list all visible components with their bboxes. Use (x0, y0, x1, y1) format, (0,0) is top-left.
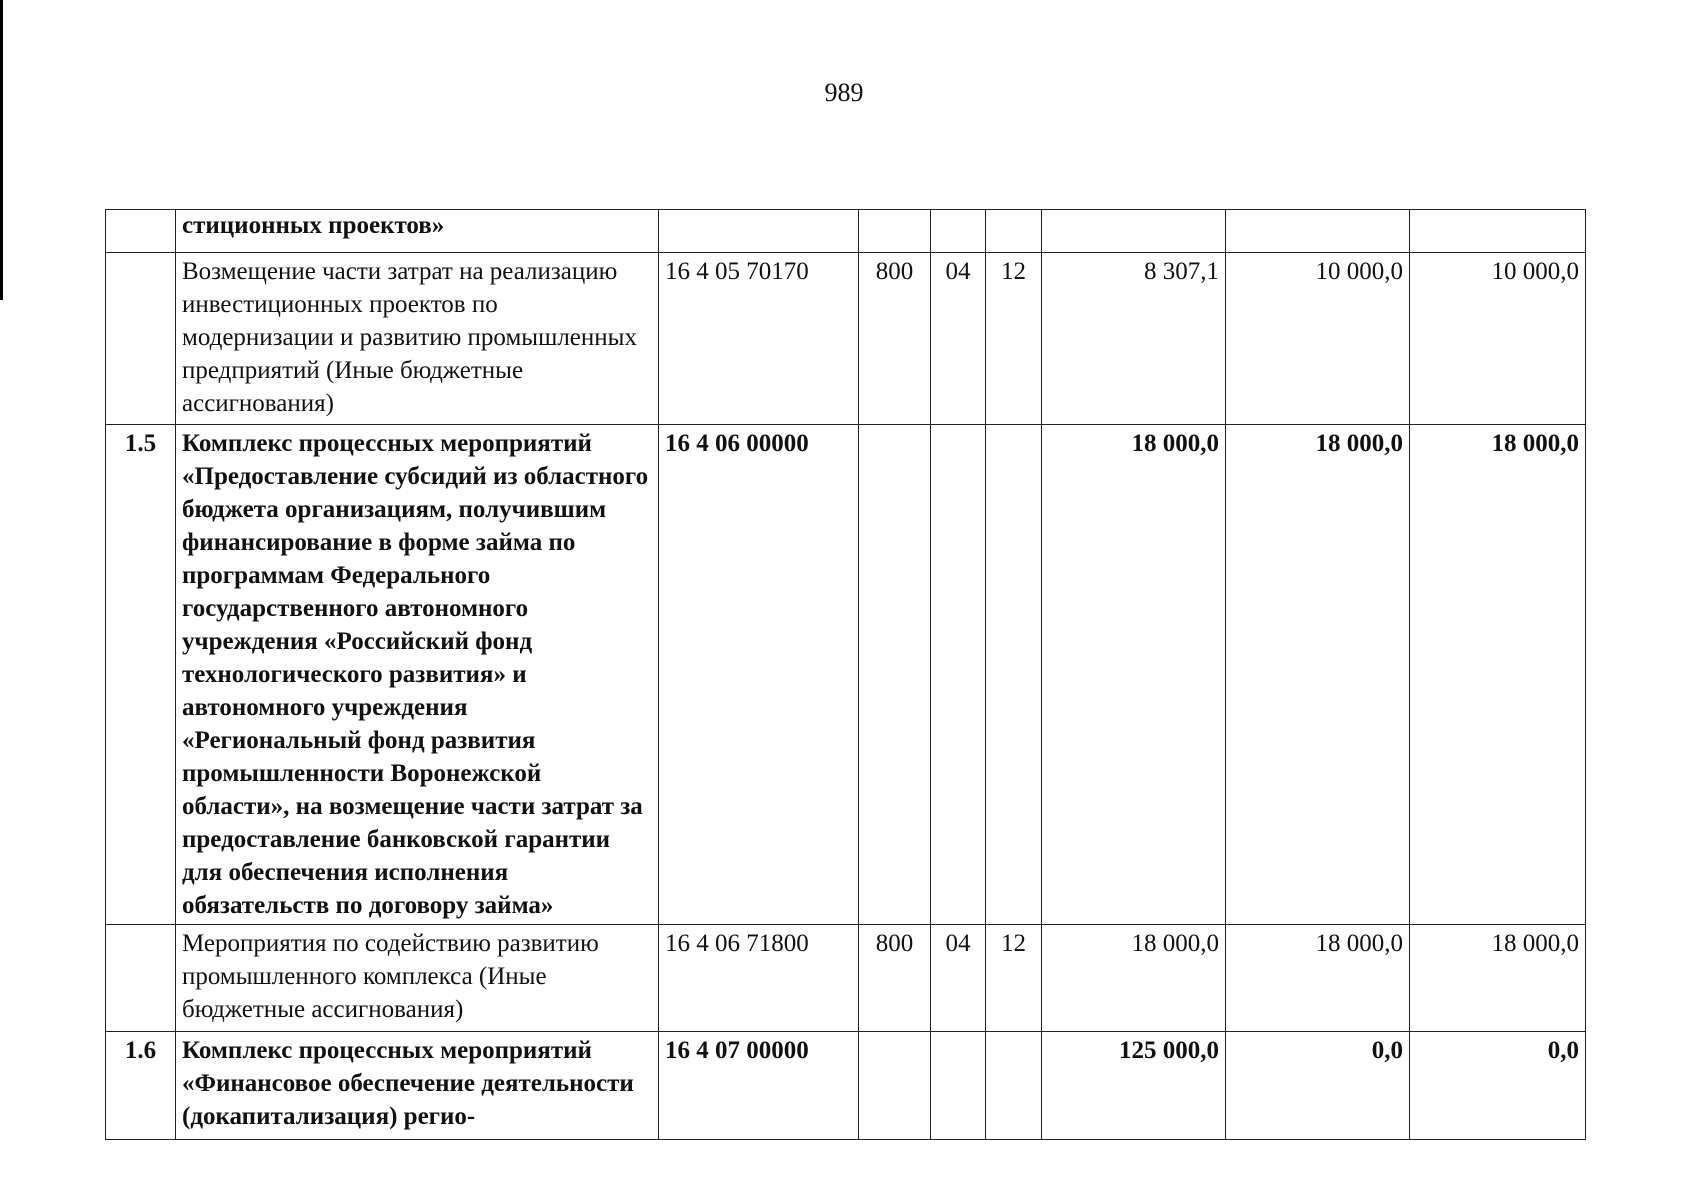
row-amount-1: 125 000,0 (1042, 1032, 1226, 1140)
row-number: 1.6 (106, 1032, 176, 1140)
budget-table (105, 209, 1586, 1140)
row-amount-3: 10 000,0 (1410, 253, 1586, 425)
row-code: 16 4 05 70170 (659, 253, 859, 425)
row-name: Мероприятия по содействию развитию промышленного комплекса (Иные бюджетные ассигнования) (176, 925, 659, 1032)
row-expense-type: 800 (859, 253, 931, 425)
row-section (931, 210, 986, 253)
row-subsection (986, 210, 1042, 253)
row-number (106, 925, 176, 1032)
row-amount-3 (1410, 210, 1586, 253)
table-row (106, 253, 1586, 425)
page-number: 989 (824, 78, 864, 107)
row-code: 16 4 06 00000 (659, 425, 859, 925)
row-code (659, 210, 859, 253)
row-name: Возмещение части затрат на реализацию инвестиционных проектов по модернизации и развитию промышленных предприятий (Иные бюджетные ассигнования) (176, 253, 659, 425)
row-amount-1 (1042, 210, 1226, 253)
row-amount-2 (1226, 210, 1410, 253)
table-row (106, 925, 1586, 1032)
scan-edge-mark (0, 0, 3, 300)
row-amount-1: 18 000,0 (1042, 925, 1226, 1032)
row-name: Комплекс процессных мероприятий «Предоставление субсидий из областного бюджета организациям, получившим финансирование в форме займа по программам Федерального государственного автономного учреждения «Российский фонд технологического развития» и автономного учреждения «Региональный фонд развития промышленности Воронежской области», на возмещение части затрат за предоставление банковской гарантии для обеспечения исполнения обязательств по договору займа» (176, 425, 659, 925)
row-amount-2: 18 000,0 (1226, 425, 1410, 925)
row-expense-type (859, 1032, 931, 1140)
row-subsection: 12 (986, 925, 1042, 1032)
row-subsection: 12 (986, 253, 1042, 425)
row-amount-2: 0,0 (1226, 1032, 1410, 1140)
row-amount-3: 18 000,0 (1410, 925, 1586, 1032)
row-amount-2: 10 000,0 (1226, 253, 1410, 425)
table-row (106, 425, 1586, 925)
row-name: стиционных проектов» (176, 210, 659, 253)
row-code: 16 4 06 71800 (659, 925, 859, 1032)
row-amount-2: 18 000,0 (1226, 925, 1410, 1032)
row-section: 04 (931, 925, 986, 1032)
row-amount-3: 18 000,0 (1410, 425, 1586, 925)
row-expense-type (859, 210, 931, 253)
row-code: 16 4 07 00000 (659, 1032, 859, 1140)
row-subsection (986, 425, 1042, 925)
row-section (931, 1032, 986, 1140)
row-number: 1.5 (106, 425, 176, 925)
row-expense-type (859, 425, 931, 925)
row-amount-3: 0,0 (1410, 1032, 1586, 1140)
row-section: 04 (931, 253, 986, 425)
row-expense-type: 800 (859, 925, 931, 1032)
row-amount-1: 18 000,0 (1042, 425, 1226, 925)
row-name: Комплекс процессных мероприятий «Финансовое обеспечение деятельности (докапитализация) регио- (176, 1032, 659, 1140)
table-row (106, 1032, 1586, 1140)
row-number (106, 253, 176, 425)
row-subsection (986, 1032, 1042, 1140)
table-row (106, 210, 1586, 253)
row-amount-1: 8 307,1 (1042, 253, 1226, 425)
row-section (931, 425, 986, 925)
row-number (106, 210, 176, 253)
